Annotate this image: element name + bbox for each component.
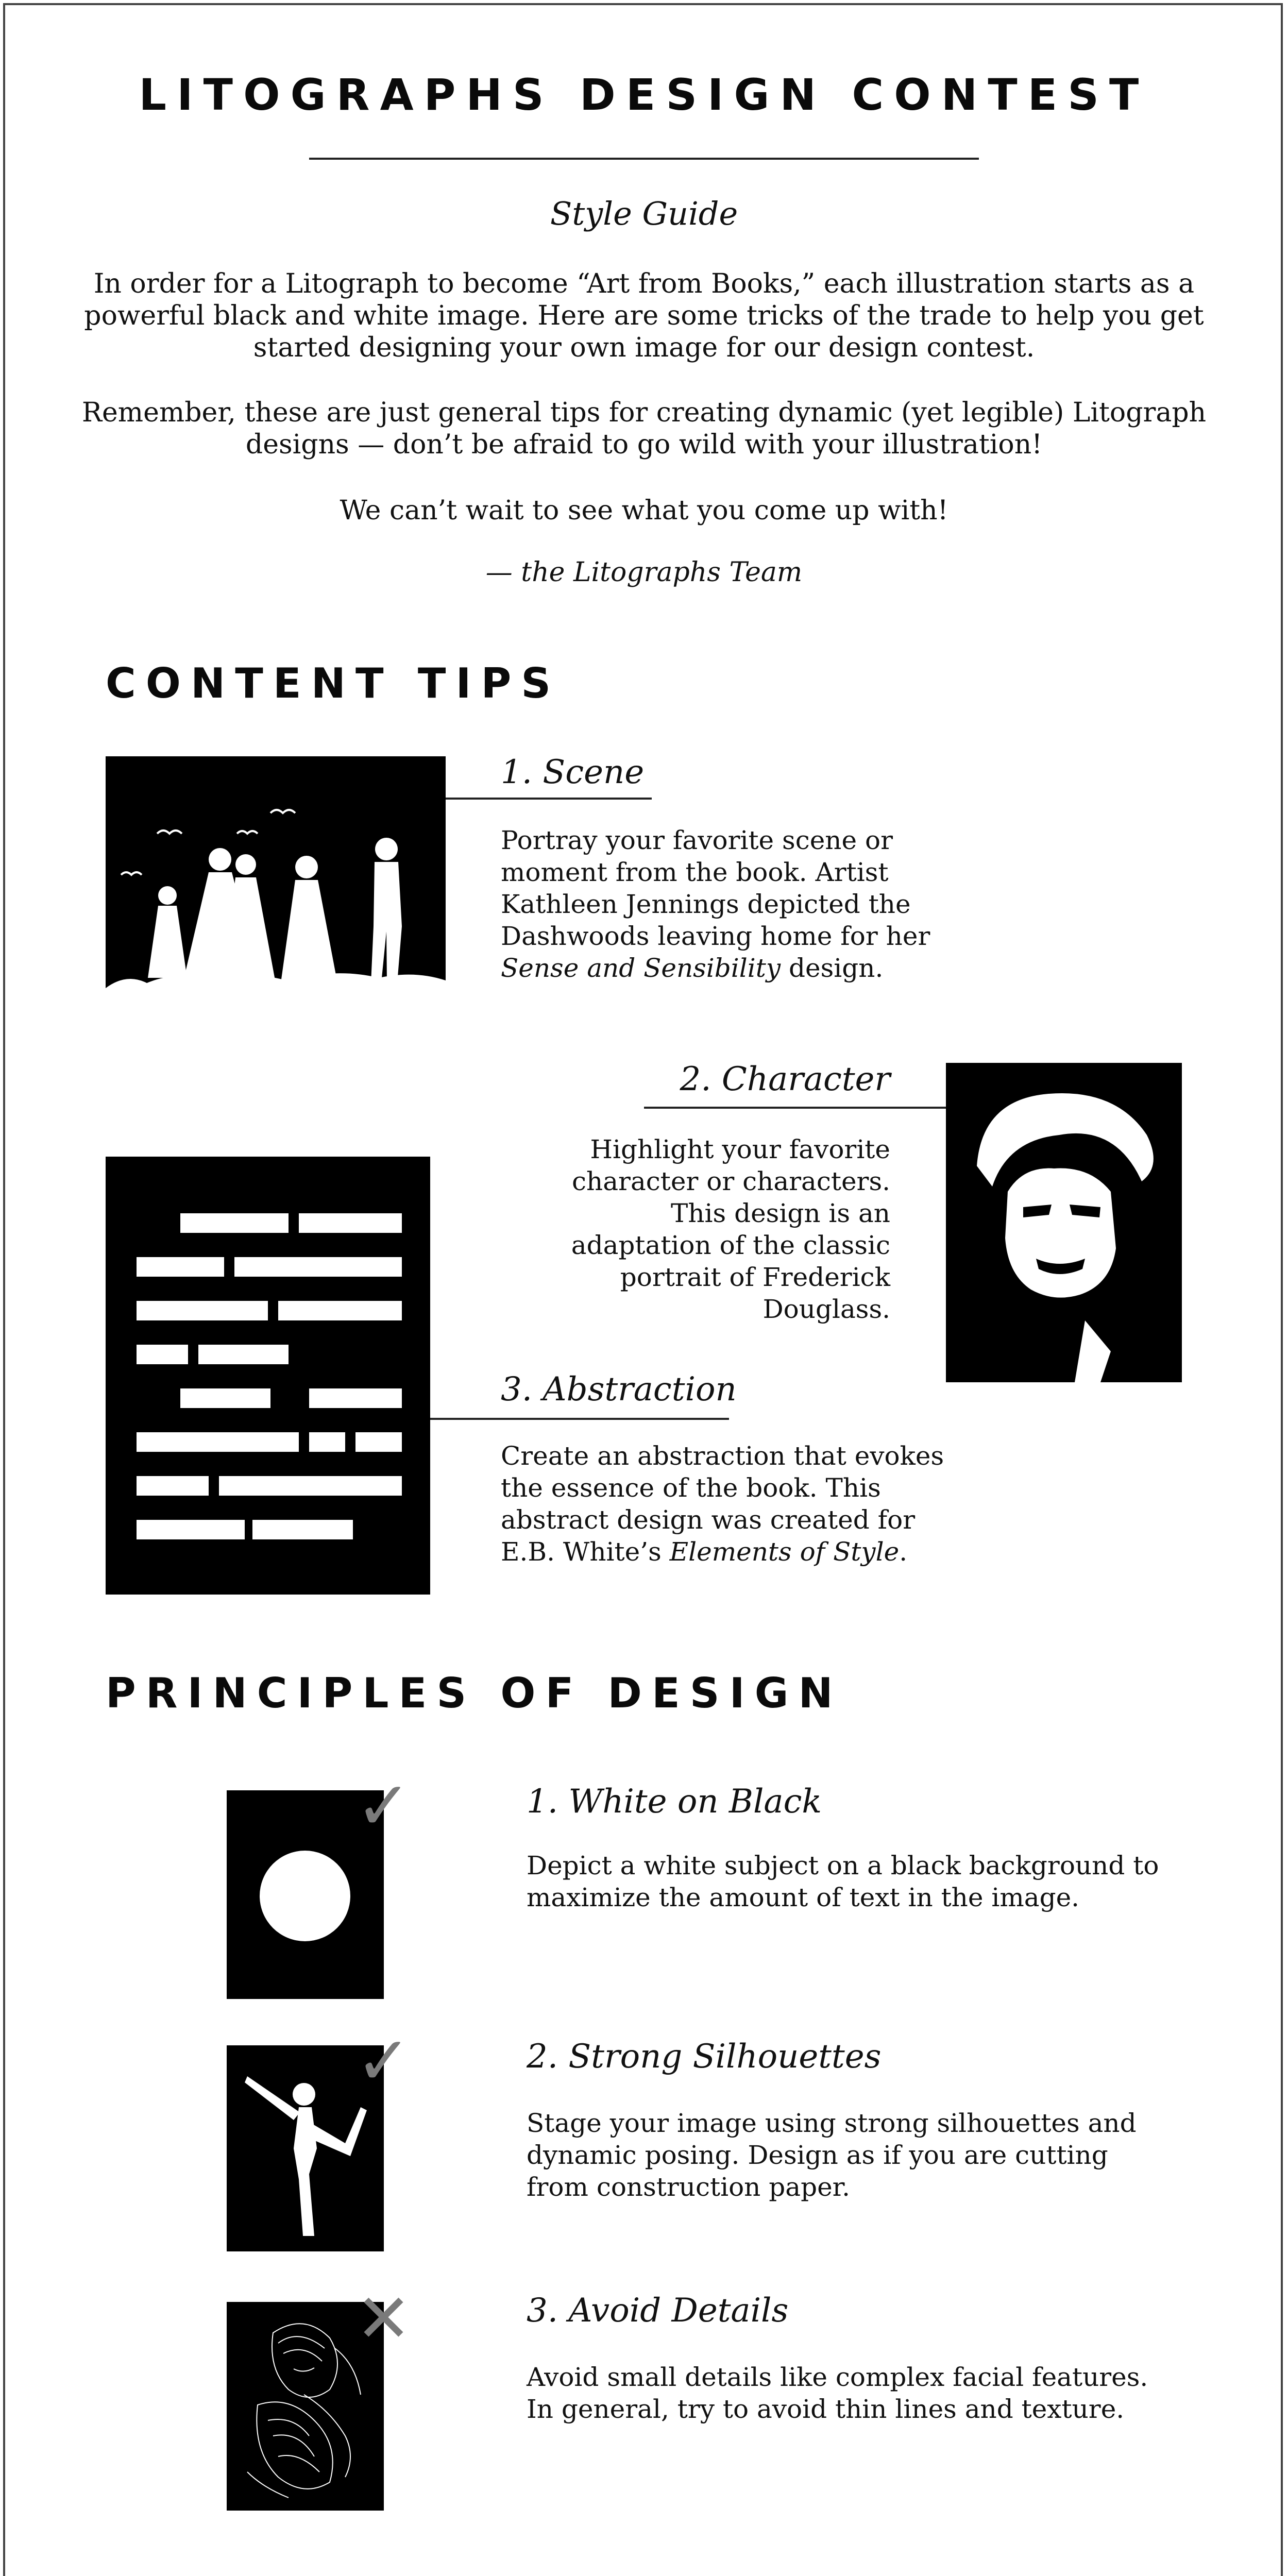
abstract-bar bbox=[234, 1257, 402, 1277]
frederick-douglass-portrait bbox=[946, 1063, 1182, 1382]
x-mark-icon: ✕ bbox=[355, 2279, 412, 2358]
abstract-bar bbox=[355, 1432, 402, 1452]
abstraction-illustration bbox=[106, 1157, 430, 1595]
principle-body: Depict a white subject on a black background to maximize the amount of text in the image. bbox=[527, 1851, 1159, 1912]
abstract-bar bbox=[137, 1476, 209, 1496]
principle-title: 1. White on Black bbox=[527, 1783, 822, 1821]
page-title: LITOGRAPHS DESIGN CONTEST bbox=[139, 70, 1149, 120]
abstract-bar bbox=[137, 1301, 268, 1320]
abstract-bar bbox=[137, 1520, 245, 1539]
subtitle: Style Guide bbox=[550, 195, 738, 232]
abstract-bar bbox=[309, 1432, 345, 1452]
abstraction-leader-line bbox=[430, 1418, 729, 1420]
dashwoods-silhouette bbox=[106, 756, 446, 996]
abstraction-title: 3. Abstraction bbox=[501, 1370, 737, 1409]
principle-title: 2. Strong Silhouettes bbox=[527, 2038, 882, 2076]
abstract-bar bbox=[137, 1257, 224, 1277]
character-title: 2. Character bbox=[680, 1060, 890, 1098]
abstract-bar bbox=[137, 1432, 299, 1452]
reminder-paragraph: Remember, these are just general tips for creating dynamic (yet legible) Litograph designs — don’t be afraid to go wild with your illustration! bbox=[81, 397, 1207, 460]
character-portrait bbox=[946, 1063, 1182, 1382]
principle-body: Stage your image using strong silhouettes and dynamic posing. Design as if you are cutting from construction paper. bbox=[527, 2108, 1137, 2202]
signature: — the Litographs Team bbox=[485, 557, 803, 588]
scene-body: Portray your favorite scene or moment from the book. Artist Kathleen Jennings depicted the Dashwoods leaving home for her Sense and Sensibility design. bbox=[501, 825, 930, 983]
checkmark-icon: ✓ bbox=[355, 2022, 412, 2100]
abstract-bar bbox=[309, 1388, 402, 1408]
abstract-bar bbox=[180, 1213, 289, 1233]
scene-title: 1. Scene bbox=[501, 753, 645, 791]
abstract-bar bbox=[137, 1345, 188, 1364]
principle-body: Avoid small details like complex facial features. In general, try to avoid thin lines and texture. bbox=[527, 2362, 1148, 2424]
character-leader-line bbox=[644, 1107, 953, 1109]
abstract-bar bbox=[252, 1520, 353, 1539]
abstract-bar bbox=[299, 1213, 402, 1233]
scene-leader-line bbox=[446, 798, 652, 800]
intro-paragraph: In order for a Litograph to become “Art from Books,” each illustration starts as a powerful black and white image. Here are some tricks of the trade to help you get started designing your own image for our design contest. bbox=[84, 268, 1204, 363]
closing-line: We can’t wait to see what you come up with! bbox=[340, 495, 948, 526]
principles-heading: PRINCIPLES OF DESIGN bbox=[106, 1669, 843, 1717]
scene-illustration bbox=[106, 756, 446, 996]
title-divider bbox=[309, 158, 979, 160]
content-tips-heading: CONTENT TIPS bbox=[106, 659, 561, 707]
abstract-bar bbox=[180, 1388, 270, 1408]
principle-title: 3. Avoid Details bbox=[527, 2292, 789, 2330]
abstract-bar bbox=[198, 1345, 289, 1364]
abstract-bar bbox=[219, 1476, 402, 1496]
abstraction-body: Create an abstraction that evokes the essence of the book. This abstract design was created for E.B. White’s Elements of Style. bbox=[501, 1441, 944, 1567]
abstract-bar bbox=[278, 1301, 402, 1320]
checkmark-icon: ✓ bbox=[355, 1767, 412, 1845]
character-body: Highlight your favorite character or characters. This design is an adaptation of the classic portrait of Frederick Douglass. bbox=[571, 1134, 890, 1324]
